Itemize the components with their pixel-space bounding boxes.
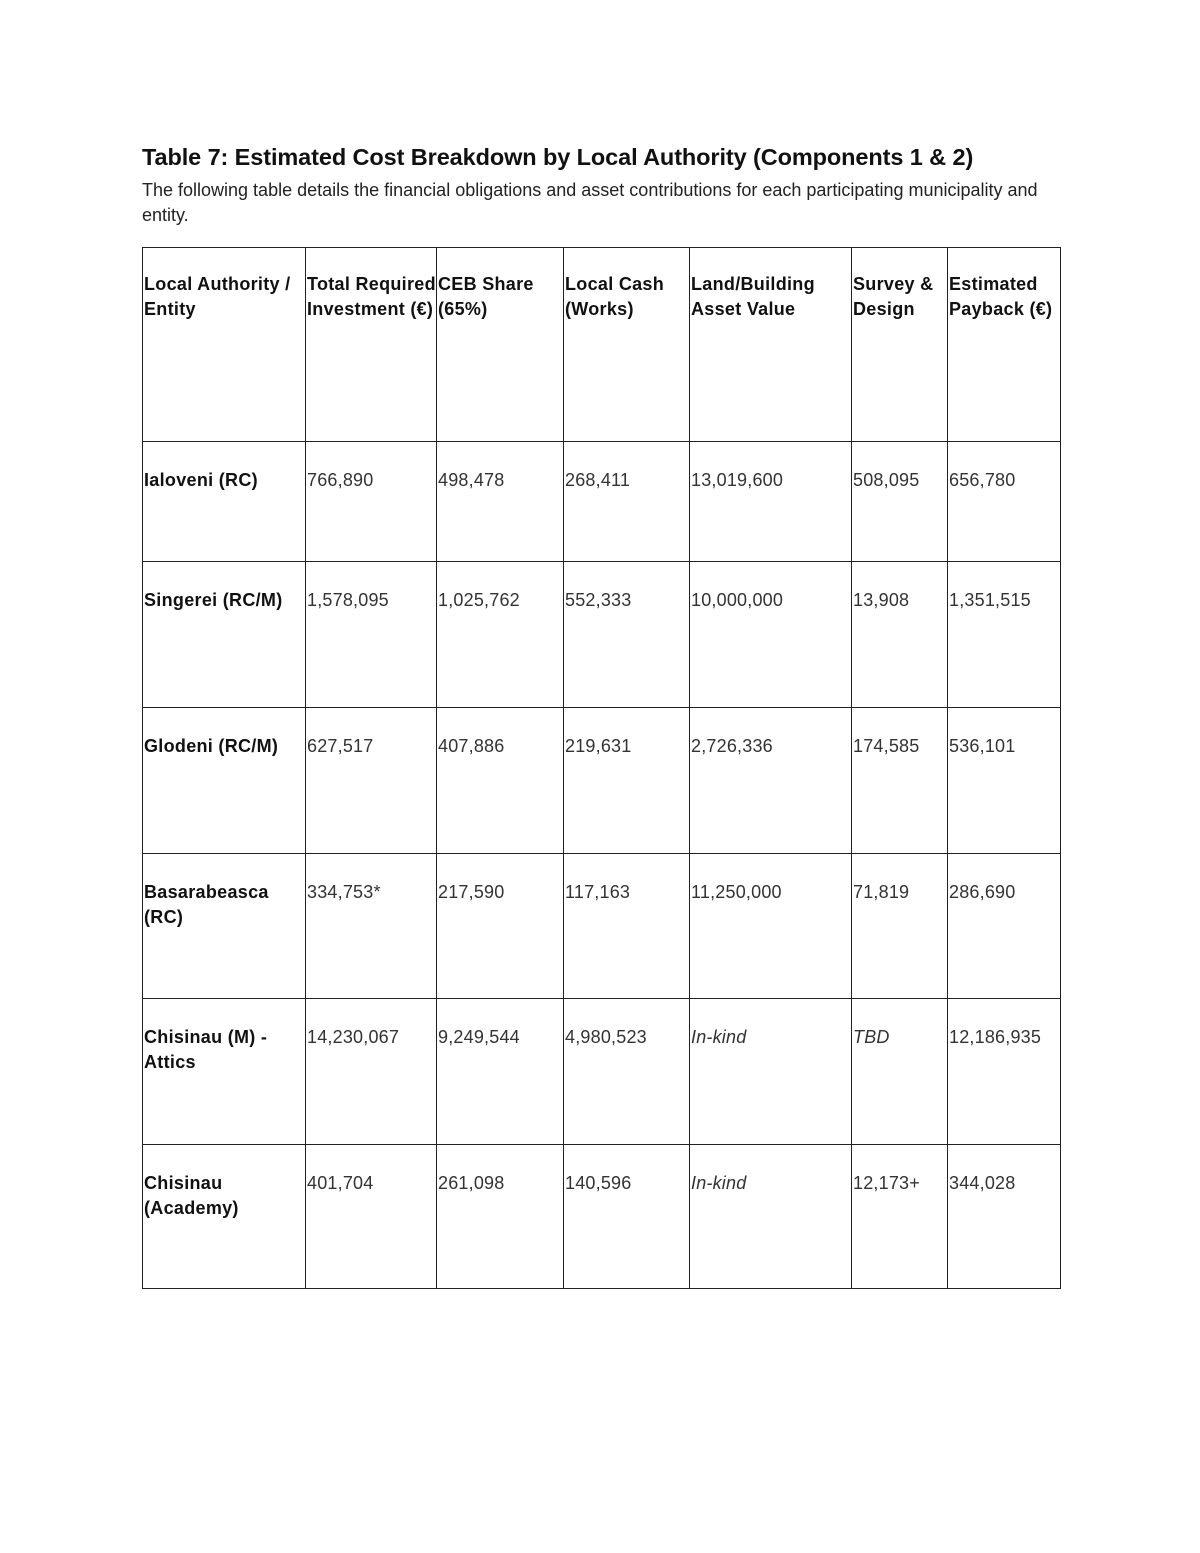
total-investment-cell: 14,230,067 xyxy=(306,999,437,1145)
table-row xyxy=(143,854,1061,999)
table-row xyxy=(143,562,1061,708)
local-cash-cell: 140,596 xyxy=(564,1145,690,1289)
entity-cell: Chisinau (Academy) xyxy=(143,1145,306,1289)
asset-value-cell: 11,250,000 xyxy=(690,854,852,999)
total-investment-cell: 334,753* xyxy=(306,854,437,999)
total-investment-cell: 766,890 xyxy=(306,442,437,562)
local-cash-cell: 268,411 xyxy=(564,442,690,562)
header-entity: Local Authority / Entity xyxy=(143,248,306,442)
ceb-share-cell: 261,098 xyxy=(437,1145,564,1289)
ceb-share-cell: 9,249,544 xyxy=(437,999,564,1145)
local-cash-cell: 4,980,523 xyxy=(564,999,690,1145)
payback-cell: 12,186,935 xyxy=(948,999,1061,1145)
survey-design-cell: TBD xyxy=(852,999,948,1145)
intro-paragraph: The following table details the financial obligations and asset contributions for each participating municipality and entity. xyxy=(142,180,1038,225)
payback-cell: 1,351,515 xyxy=(948,562,1061,708)
asset-value-cell: 10,000,000 xyxy=(690,562,852,708)
table-row xyxy=(143,1145,1061,1289)
ceb-share-cell: 498,478 xyxy=(437,442,564,562)
asset-value-cell: 2,726,336 xyxy=(690,708,852,854)
entity-cell: Singerei (RC/M) xyxy=(143,562,306,708)
total-investment-cell: 627,517 xyxy=(306,708,437,854)
table-row xyxy=(143,999,1061,1145)
cost-breakdown-table xyxy=(142,247,1061,1289)
total-investment-cell: 401,704 xyxy=(306,1145,437,1289)
entity-cell: Basarabeasca (RC) xyxy=(143,854,306,999)
header-payback: Estimated Payback (€) xyxy=(948,248,1061,442)
total-investment-cell: 1,578,095 xyxy=(306,562,437,708)
header-local-cash: Local Cash (Works) xyxy=(564,248,690,442)
survey-design-cell: 13,908 xyxy=(852,562,948,708)
asset-value-cell: In-kind xyxy=(690,999,852,1145)
header-asset-value: Land/Building Asset Value xyxy=(690,248,852,442)
table-row xyxy=(143,442,1061,562)
entity-cell: Glodeni (RC/M) xyxy=(143,708,306,854)
ceb-share-cell: 217,590 xyxy=(437,854,564,999)
local-cash-cell: 219,631 xyxy=(564,708,690,854)
entity-cell: Chisinau (M) - Attics xyxy=(143,999,306,1145)
ceb-share-cell: 407,886 xyxy=(437,708,564,854)
asset-value-cell: In-kind xyxy=(690,1145,852,1289)
entity-cell: Ialoveni (RC) xyxy=(143,442,306,562)
table-row xyxy=(143,708,1061,854)
local-cash-cell: 552,333 xyxy=(564,562,690,708)
ceb-share-cell: 1,025,762 xyxy=(437,562,564,708)
payback-cell: 344,028 xyxy=(948,1145,1061,1289)
survey-design-cell: 71,819 xyxy=(852,854,948,999)
survey-design-cell: 174,585 xyxy=(852,708,948,854)
table-title: Table 7: Estimated Cost Breakdown by Local Authority (Components 1 & 2) xyxy=(142,144,974,170)
header-row xyxy=(143,248,1061,442)
asset-value-cell: 13,019,600 xyxy=(690,442,852,562)
survey-design-cell: 12,173+ xyxy=(852,1145,948,1289)
survey-design-cell: 508,095 xyxy=(852,442,948,562)
payback-cell: 536,101 xyxy=(948,708,1061,854)
header-ceb-share: CEB Share (65%) xyxy=(437,248,564,442)
header-survey-design: Survey & Design xyxy=(852,248,948,442)
payback-cell: 286,690 xyxy=(948,854,1061,999)
document-page xyxy=(142,140,1060,228)
local-cash-cell: 117,163 xyxy=(564,854,690,999)
header-total-investment: Total Required Investment (€) xyxy=(306,248,437,442)
payback-cell: 656,780 xyxy=(948,442,1061,562)
